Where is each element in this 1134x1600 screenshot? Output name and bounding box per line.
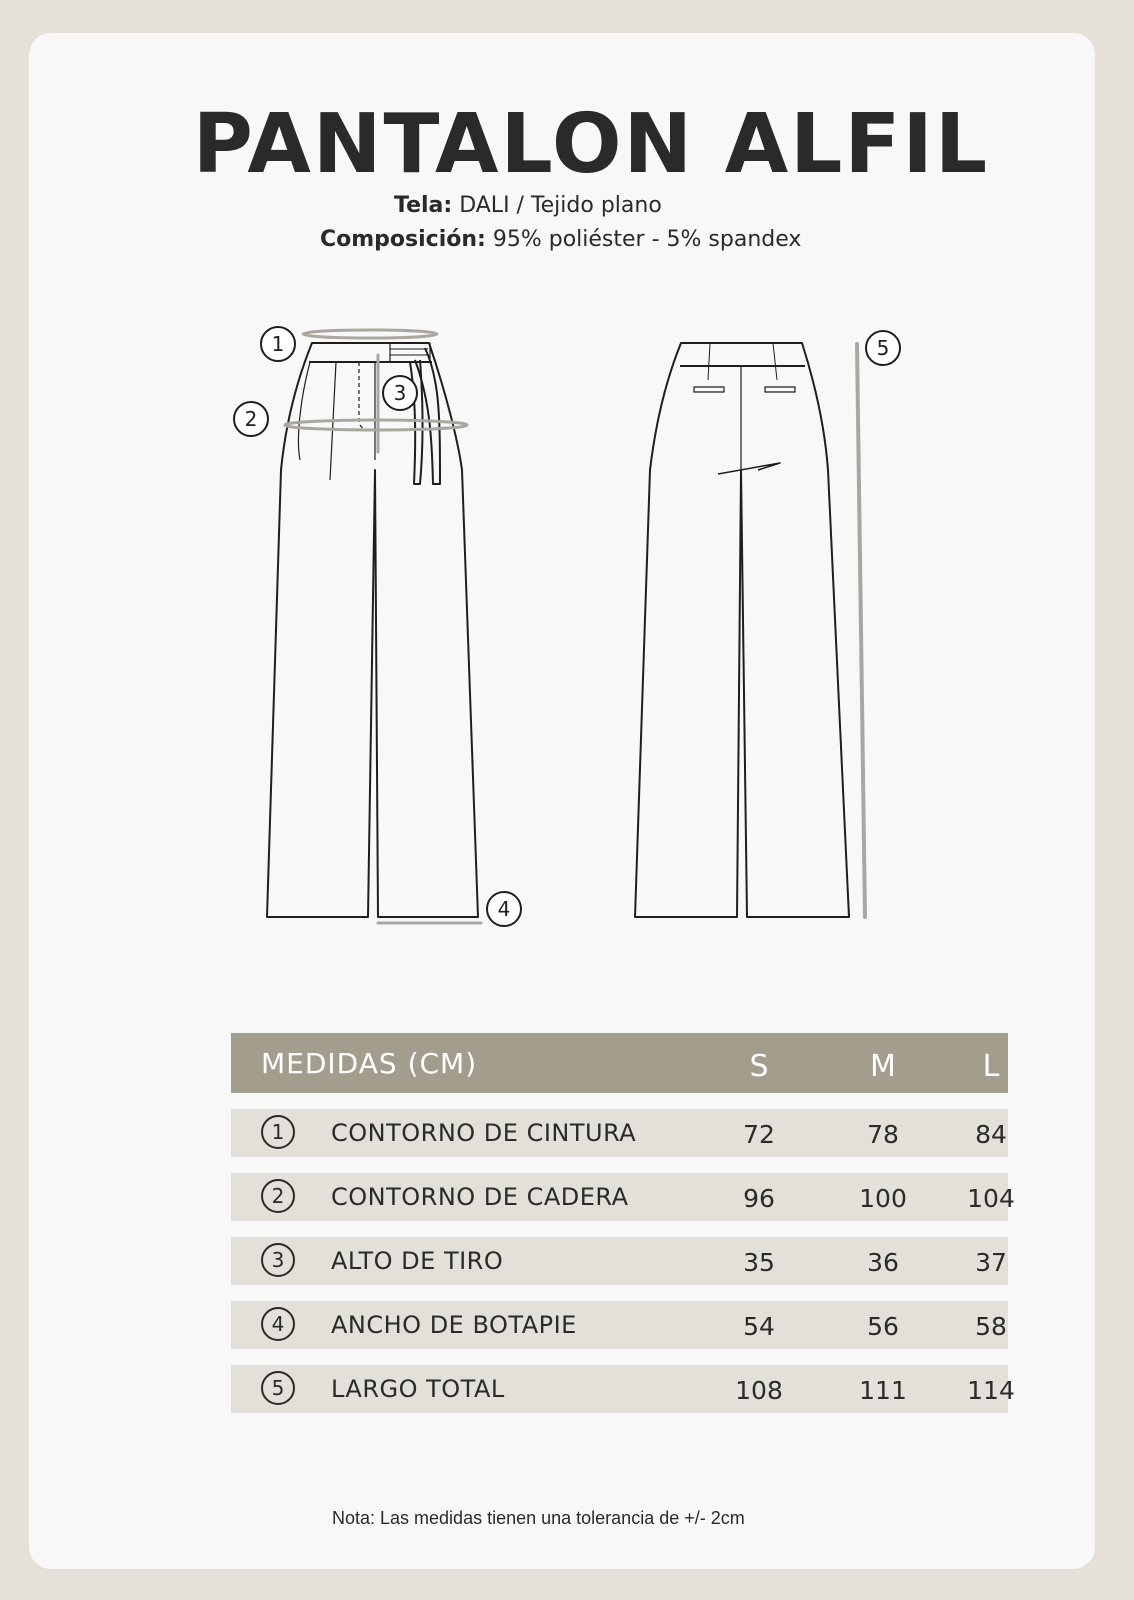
row-label: ALTO DE TIRO: [331, 1247, 504, 1275]
back-pocket-right: [765, 387, 795, 392]
size-l-header: L: [982, 1049, 1000, 1084]
value-m: 111: [859, 1376, 907, 1405]
fabric-value: DALI / Tejido plano: [459, 193, 662, 218]
table-row: [231, 1173, 1015, 1221]
table-header-label: MEDIDAS (CM): [261, 1047, 478, 1080]
value-m: 100: [859, 1184, 907, 1213]
value-l: 58: [975, 1312, 1007, 1341]
back-dart-right: [773, 343, 777, 380]
value-m: 78: [867, 1120, 899, 1149]
back-seam-detail: [718, 463, 780, 474]
callout-4-label: 4: [497, 897, 511, 921]
value-s: 54: [743, 1312, 775, 1341]
measure-length: [857, 344, 865, 917]
callout-5-label: 5: [876, 336, 890, 360]
callout-1: [261, 327, 295, 361]
composition-value: 95% poliéster - 5% spandex: [492, 227, 802, 252]
value-s: 108: [735, 1376, 783, 1405]
row-number: 4: [261, 1307, 295, 1341]
callout-3: [383, 376, 417, 410]
value-s: 72: [743, 1120, 775, 1149]
belt-tie: [410, 348, 440, 484]
value-l: 104: [967, 1184, 1015, 1213]
value-l: 114: [967, 1376, 1015, 1405]
callout-2: [234, 402, 268, 436]
back-pocket-left: [694, 387, 724, 392]
back-view: [635, 343, 849, 917]
row-number: 3: [261, 1243, 295, 1277]
belt-loop: [390, 343, 430, 362]
table-row: [231, 1365, 1015, 1413]
fabric-label: Tela:: [394, 193, 453, 218]
back-dart-left: [708, 343, 710, 380]
back-outline: [635, 343, 849, 917]
callout-5: [866, 331, 900, 365]
row-number: 2: [261, 1179, 295, 1213]
row-label: CONTORNO DE CADERA: [331, 1183, 629, 1211]
belt-stripes: [390, 349, 428, 355]
product-title: PANTALON ALFIL: [192, 97, 990, 192]
row-label: CONTORNO DE CINTURA: [331, 1119, 637, 1147]
callout-1-label: 1: [271, 332, 285, 356]
table-row: [231, 1237, 1008, 1285]
value-l: 37: [975, 1248, 1007, 1277]
value-s: 35: [743, 1248, 775, 1277]
measurements-table: [231, 1033, 1015, 1413]
row-number: 5: [261, 1371, 295, 1405]
size-m-header: M: [870, 1049, 896, 1084]
table-row: [231, 1301, 1008, 1349]
table-row: [231, 1109, 1008, 1157]
table-header: [231, 1033, 1008, 1093]
measure-waist: [303, 330, 437, 338]
composition-label: Composición:: [320, 227, 486, 252]
callout-2-label: 2: [244, 407, 258, 431]
row-number: 1: [261, 1115, 295, 1149]
size-s-header: S: [749, 1049, 769, 1084]
value-m: 56: [867, 1312, 899, 1341]
value-s: 96: [743, 1184, 775, 1213]
callout-4: [487, 892, 521, 926]
value-l: 84: [975, 1120, 1007, 1149]
value-m: 36: [867, 1248, 899, 1277]
callout-3-label: 3: [393, 381, 407, 405]
row-label: LARGO TOTAL: [331, 1375, 505, 1403]
row-label: ANCHO DE BOTAPIE: [331, 1311, 577, 1339]
tolerance-note: Nota: Las medidas tienen una tolerancia de +/- 2cm: [332, 1508, 745, 1528]
